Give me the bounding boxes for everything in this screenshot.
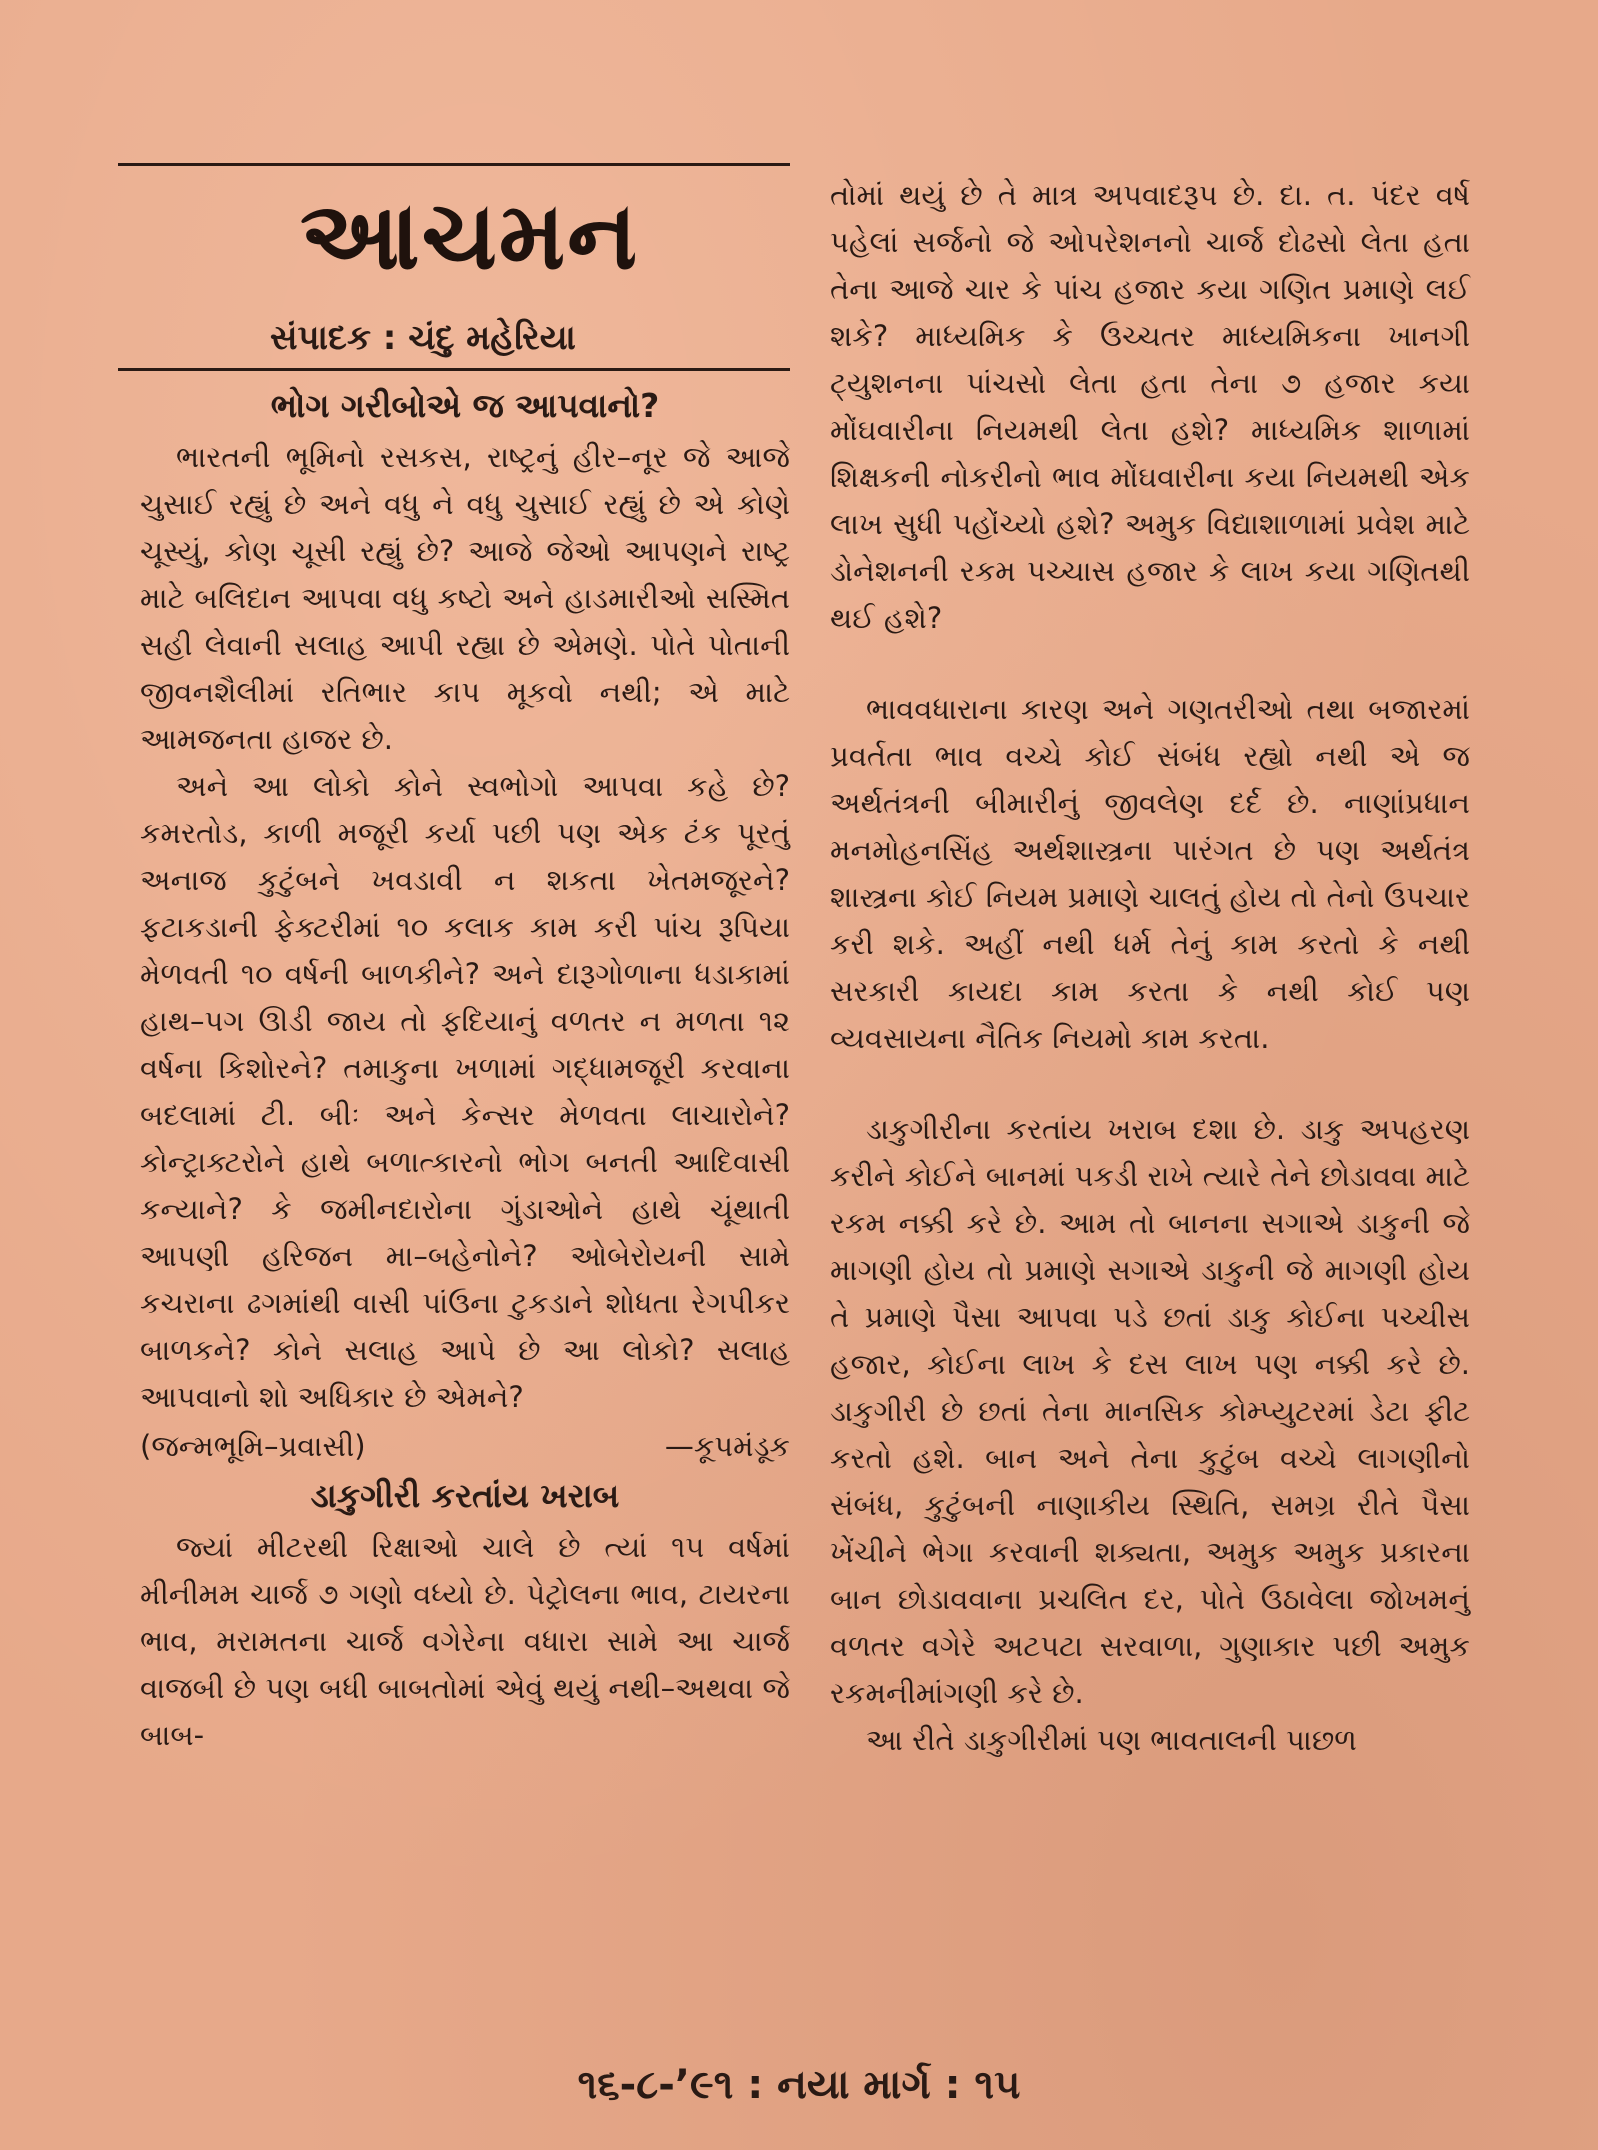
article2-heading: ડાકુગીરી કરતાંય ખરાબ	[310, 1476, 620, 1515]
editor-rule	[118, 368, 790, 371]
article2-paragraph: તોમાં થયું છે તે માત્ર અપવાદરૂપ છે. દા. ત. પંદર વર્ષ પહેલાં સર્જનો જે ઓપરેશનનો ચાર્જ દોઢસો લેતા હતા તેના આજે ચાર કે પાંચ હજાર કયા ગણિત પ્રમાણે લઈ શકે? માધ્યમિક કે ઉચ્ચતર માધ્યમિકના ખાનગી ટ્યુશનના પાંચસો લેતા હતા તેના ૭ હજાર કયા મોંઘવારીના નિયમથી લેતા હશે? માધ્યમિક શાળામાં શિક્ષકની નોકરીનો ભાવ મોંઘવારીના કયા નિયમથી એક લાખ સુધી પહોંચ્યો હશે? અમુક વિદ્યાશાળામાં પ્રવેશ માટે ડોનેશનની રકમ પચ્ચાસ હજાર કે લાખ કયા ગણિતથી થઈ હશે?	[830, 178, 1470, 635]
article2-paragraph: ભાવવધારાના કારણ અને ગણતરીઓ તથા બજારમાં પ્રવર્તતા ભાવ વચ્ચે કોઈ સંબંધ રહ્યો નથી એ જ અર્થતંત્રની બીમારીનું જીવલેણ દર્દ છે. નાણાંપ્રધાન મનમોહનસિંહ અર્થશાસ્ત્રના પારંગત છે પણ અર્થતંત્ર શાસ્ત્રના કોઈ નિયમ પ્રમાણે ચાલતું હોય તો તેનો ઉપચાર કરી શકે. અહીં નથી ધર્મ તેનું કામ કરતો કે નથી સરકારી કાયદા કામ કરતા કે નથી કોઈ પણ વ્યવસાયના નૈતિક નિયમો કામ કરતા.	[830, 692, 1470, 1055]
paragraph-gap	[830, 642, 1470, 686]
article2-paragraph: આ રીતે ડાકુગીરીમાં પણ ભાવતાલની પાછળ	[866, 1723, 1357, 1757]
left-column	[140, 380, 790, 1759]
article2-paragraph: જ્યાં મીટરથી રિક્ષાઓ ચાલે છે ત્યાં ૧૫ વર્ષમાં મીનીમમ ચાર્જ ૭ ગણો વધ્યો છે. પેટ્રોલના ભાવ, ટાયરના ભાવ, મરામતના ચાર્જ વગેરેના વધારા સામે આ ચાર્જ વાજબી છે પણ બધી બાબતોમાં એવું થયું નથી–અથવા જે બાબ-	[140, 1530, 790, 1752]
column-title: આચમન	[300, 182, 640, 291]
paragraph-gap	[830, 1062, 1470, 1106]
article2-paragraph: ડાકુગીરીના કરતાંય ખરાબ દશા છે. ડાકુ અપહરણ કરીને કોઈને બાનમાં પકડી રાખે ત્યારે તેને છોડાવવા માટે રકમ નક્કી કરે છે. આમ તો બાનના સગાએ ડાકુની જે માગણી હોય તો પ્રમાણે સગાએ ડાકુની જે માગણી હોય તે પ્રમાણે પૈસા આપવા પડે છતાં ડાકુ કોઈના પચ્ચીસ હજાર, કોઈના લાખ કે દસ લાખ પણ નક્કી કરે છે. ડાકુગીરી છે છતાં તેના માનસિક કોમ્પ્યુટરમાં ડેટા ફીટ કરતો હશે. બાન અને તેના કુટુંબ વચ્ચે લાગણીનો સંબંધ, કુટુંબની નાણાકીય સ્થિતિ, સમગ્ર રીતે પૈસા ખેંચીને ભેગા કરવાની શક્યતા, અમુક અમુક પ્રકારના બાન છોડાવવાના પ્રચલિત દર, પોતે ઉઠાવેલા જોખમનું વળતર વગેરે અટપટા સરવાળા, ગુણાકાર પછી અમુક રકમનીમાંગણી કરે છે.	[830, 1112, 1470, 1710]
right-column	[830, 172, 1470, 1764]
article1-heading: ભોગ ગરીબોએ જ આપવાનો?	[270, 386, 660, 425]
article1-author: —કૂપમંડૂક	[664, 1429, 790, 1463]
article1-signature	[140, 1423, 790, 1470]
article1-paragraph: અને આ લોકો કોને સ્વભોગો આપવા કહે છે? કમરતોડ, કાળી મજૂરી કર્યા પછી પણ એક ટંક પૂરતું અનાજ કુટુંબને ખવડાવી ન શકતા ખેતમજૂરને? ફટાકડાની ફેક્ટરીમાં ૧૦ કલાક કામ કરી પાંચ રૂપિયા મેળવતી ૧૦ વર્ષની બાળકીને? અને દારૂગોળાના ધડાકામાં હાથ–પગ ઊડી જાય તો ફદિયાનું વળતર ન મળતા ૧૨ વર્ષના કિશોરને? તમાકુના ખળામાં ગદ્ધામજૂરી કરવાના બદલામાં ટી. બીઃ અને કેન્સર મેળવતા લાચારોને? કોન્ટ્રાક્ટરોને હાથે બળાત્કારનો ભોગ બનતી આદિવાસી કન્યાને? કે જમીનદારોના ગુંડાઓને હાથે ચૂંથાતી આપણી હરિજન મા–બહેનોને? ઓબેરોયની સામે કચરાના ઢગમાંથી વાસી પાંઉના ટુકડાને શોધતા રેગપીકર બાળકને? કોને સલાહ આપે છે આ લોકો? સલાહ આપવાનો શો અધિકાર છે એમને?	[140, 769, 790, 1414]
page-footer: ૧૬-૮-’૯૧ : નયા માર્ગ : ૧૫	[577, 2062, 1021, 2108]
article1-paragraph: ભારતની ભૂમિનો રસકસ, રાષ્ટ્રનું હીર–નૂર જે આજે ચુસાઈ રહ્યું છે અને વધુ ને વધુ ચુસાઈ રહ્યું છે એ કોણે ચૂસ્યું, કોણ ચૂસી રહ્યું છે? આજે જેઓ આપણને રાષ્ટ્ર માટે બલિદાન આપવા વધુ કષ્ટો અને હાડમારીઓ સસ્મિત સહી લેવાની સલાહ આપી રહ્યા છે એમણે. પોતે પોતાની જીવનશૈલીમાં રતિભાર કાપ મૂકવો નથી; એ માટે આમજનતા હાજર છે.	[140, 440, 790, 756]
editor-line: સંપાદક : ચંદુ મહેરિયા	[270, 318, 576, 358]
article1-source: (જન્મભૂમિ–પ્રવાસી)	[140, 1429, 366, 1463]
top-rule	[118, 163, 790, 166]
